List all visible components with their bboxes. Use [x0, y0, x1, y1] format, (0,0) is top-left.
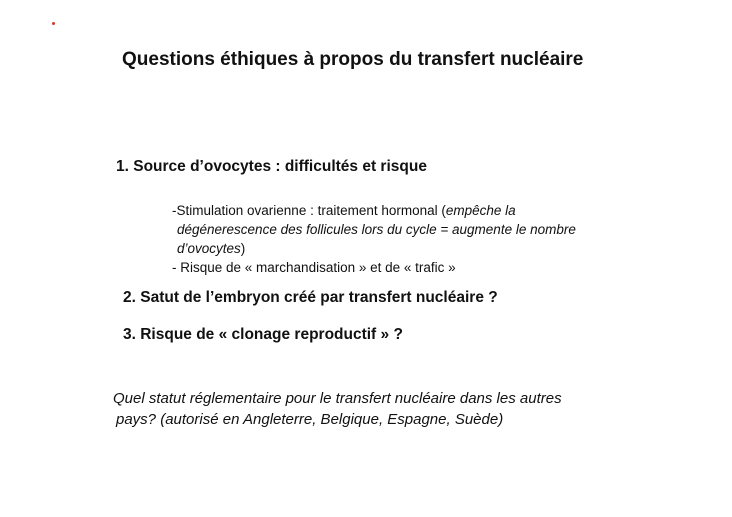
- stimulation-line-2: [172, 220, 576, 239]
- accent-dot: [52, 22, 55, 25]
- stimulation-prefix: -Stimulation ovarienne : traitement hormonal (: [172, 203, 446, 218]
- section-heading-statut-embryon: 2. Satut de l’embryon créé par transfert nucléaire ?: [123, 289, 498, 306]
- stimulation-line-3: [172, 239, 576, 258]
- stimulation-italic-1: empêche la: [445, 203, 516, 218]
- closing-line-1: Quel statut réglementaire pour le transfert nucléaire dans les autres: [113, 390, 562, 407]
- section1-details: [172, 201, 576, 277]
- closing-line-2: pays? (autorisé en Angleterre, Belgique, Espagne, Suède): [116, 411, 504, 428]
- stimulation-suffix: ): [240, 241, 246, 256]
- section-heading-clonage: 3. Risque de « clonage reproductif » ?: [123, 326, 403, 343]
- closing-question: [113, 388, 562, 430]
- risk-line: - Risque de « marchandisation » et de « trafic »: [172, 260, 456, 275]
- slide-title: Questions éthiques à propos du transfert nucléaire: [122, 49, 584, 70]
- stimulation-italic-3: d’ovocytes: [177, 241, 241, 256]
- section-heading-source-ovocytes: 1. Source d’ovocytes : difficultés et risque: [116, 158, 427, 175]
- stimulation-line-1: [172, 201, 576, 220]
- stimulation-italic-2: dégénerescence des follicules lors du cycle = augmente le nombre: [177, 222, 576, 237]
